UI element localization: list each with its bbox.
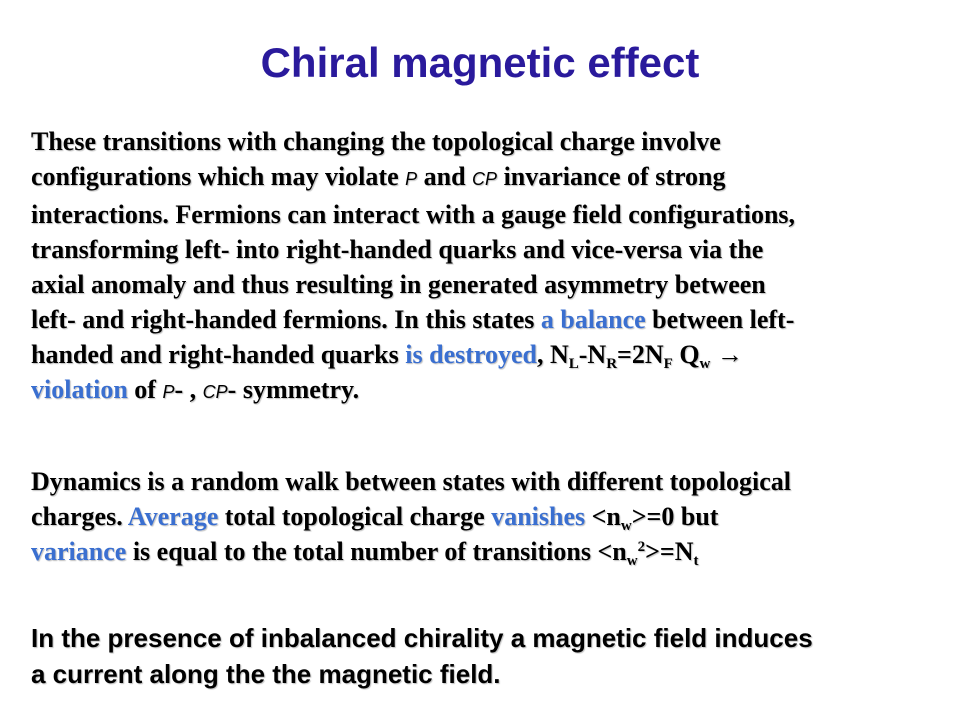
text-line: axial anomaly and thus resulting in generated asymmetry between <box>31 270 766 299</box>
text-line: a current along the the magnetic field. <box>31 659 501 689</box>
subscript: F <box>663 356 673 372</box>
text-run: >=N <box>645 537 694 566</box>
text-line <box>31 372 936 410</box>
subscript: R <box>606 356 618 372</box>
text-run: - , <box>174 375 203 404</box>
text-run: left- and right-handed fermions. In this states <box>31 305 541 334</box>
paragraph-chiral-current <box>31 620 936 692</box>
text-line: interactions. Fermions can interact with a gauge field configurations, <box>31 200 796 229</box>
text-run: - symmetry. <box>227 375 360 404</box>
highlight-text: variance <box>31 537 127 566</box>
paragraph-topological-transitions <box>31 124 936 410</box>
symbol-p: P <box>405 169 418 189</box>
text-run: <n <box>585 502 621 531</box>
subscript: L <box>568 356 579 372</box>
paragraph-random-walk <box>31 464 936 569</box>
subscript: w <box>620 518 632 534</box>
text-run: >=0 but <box>631 502 719 531</box>
subscript: w <box>626 553 638 569</box>
highlight-text: vanishes <box>491 502 586 531</box>
text-run: charges. <box>31 502 128 531</box>
text-run: between left- <box>645 305 795 334</box>
highlight-text: violation <box>31 375 128 404</box>
slide-title: Chiral magnetic effect <box>260 39 700 86</box>
symbol-cp: CP <box>472 169 498 189</box>
text-run: invariance of strong <box>497 162 726 191</box>
highlight-text: Average <box>127 502 219 531</box>
text-line <box>31 302 936 337</box>
text-line: transforming left- into right-handed quarks and vice-versa via the <box>31 235 764 264</box>
text-line: In the presence of inbalanced chirality a magnetic field induces <box>31 623 813 653</box>
text-line <box>31 337 936 372</box>
superscript: 2 <box>637 539 646 555</box>
text-run: is equal to the total number of transitions <n <box>126 537 627 566</box>
text-run: of <box>127 375 163 404</box>
text-run: =2N <box>617 340 664 369</box>
subscript: w <box>699 356 711 372</box>
text-line: These transitions with changing the topological charge involve <box>31 127 721 156</box>
symbol-p: P <box>162 382 175 402</box>
text-line <box>31 534 936 569</box>
text-line <box>31 159 936 197</box>
text-run: and <box>417 162 473 191</box>
symbol-cp: CP <box>202 382 228 402</box>
text-run: , N <box>536 340 569 369</box>
highlight-text: a balance <box>540 305 646 334</box>
text-run: handed and right-handed quarks <box>31 340 406 369</box>
text-run: -N <box>578 340 607 369</box>
text-run: total topological charge <box>218 502 492 531</box>
text-run: configurations which may violate <box>31 162 406 191</box>
text-line <box>31 499 936 534</box>
highlight-text: is destroyed <box>405 340 537 369</box>
arrow-symbol: → <box>710 340 743 369</box>
subscript: t <box>693 553 699 569</box>
text-run: Q <box>672 340 700 369</box>
text-line: Dynamics is a random walk between states with different topological <box>31 467 791 496</box>
